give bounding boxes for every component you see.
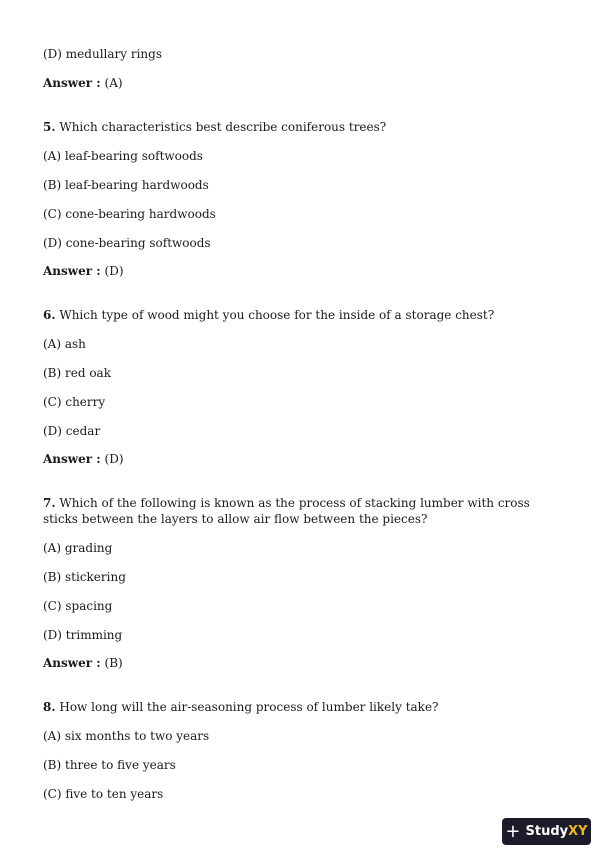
question-6 — [43, 307, 543, 323]
question-number: 5. — [43, 120, 56, 134]
option: (C) spacing — [43, 599, 113, 613]
answer-value: (D) — [104, 452, 124, 466]
option: (A) grading — [43, 541, 113, 555]
answer-label: Answer : — [43, 264, 101, 278]
option: (B) red oak — [43, 366, 111, 380]
question-text: How long will the air-seasoning process of lumber likely take? — [59, 700, 439, 714]
question-text: Which type of wood might you choose for the inside of a storage chest? — [59, 308, 495, 322]
option: (C) five to ten years — [43, 787, 164, 801]
studyxy-logo — [502, 818, 591, 845]
question-text: Which characteristics best describe coniferous trees? — [59, 120, 387, 134]
answer-label: Answer : — [43, 656, 101, 670]
question-number: 7. — [43, 496, 56, 510]
option: (D) cone-bearing softwoods — [43, 236, 211, 250]
option: (A) leaf-bearing softwoods — [43, 149, 203, 163]
brand-name: StudyXY — [525, 824, 588, 839]
question-5 — [43, 119, 543, 135]
answer — [43, 655, 123, 671]
answer-value: (B) — [104, 656, 123, 670]
option: (A) ash — [43, 337, 86, 351]
answer — [43, 263, 124, 279]
answer-value: (D) — [104, 264, 124, 278]
question-number: 6. — [43, 308, 56, 322]
option: (C) cone-bearing hardwoods — [43, 207, 216, 221]
answer — [43, 451, 124, 467]
option: (D) medullary rings — [43, 47, 162, 61]
question-7 — [43, 495, 543, 527]
option: (C) cherry — [43, 395, 106, 409]
answer-label: Answer : — [43, 452, 101, 466]
answer — [43, 75, 123, 91]
option: (D) trimming — [43, 628, 123, 642]
answer-label: Answer : — [43, 76, 101, 90]
question-text: Which of the following is known as the process of stacking lumber with cross sticks between the layers to allow air flow between the pieces? — [43, 496, 530, 526]
option: (D) cedar — [43, 424, 101, 438]
plus-icon: + — [505, 820, 521, 842]
question-number: 8. — [43, 700, 56, 714]
option: (A) six months to two years — [43, 729, 210, 743]
answer-value: (A) — [104, 76, 123, 90]
question-8 — [43, 699, 543, 715]
option: (B) three to five years — [43, 758, 176, 772]
option: (B) leaf-bearing hardwoods — [43, 178, 209, 192]
option: (B) stickering — [43, 570, 126, 584]
